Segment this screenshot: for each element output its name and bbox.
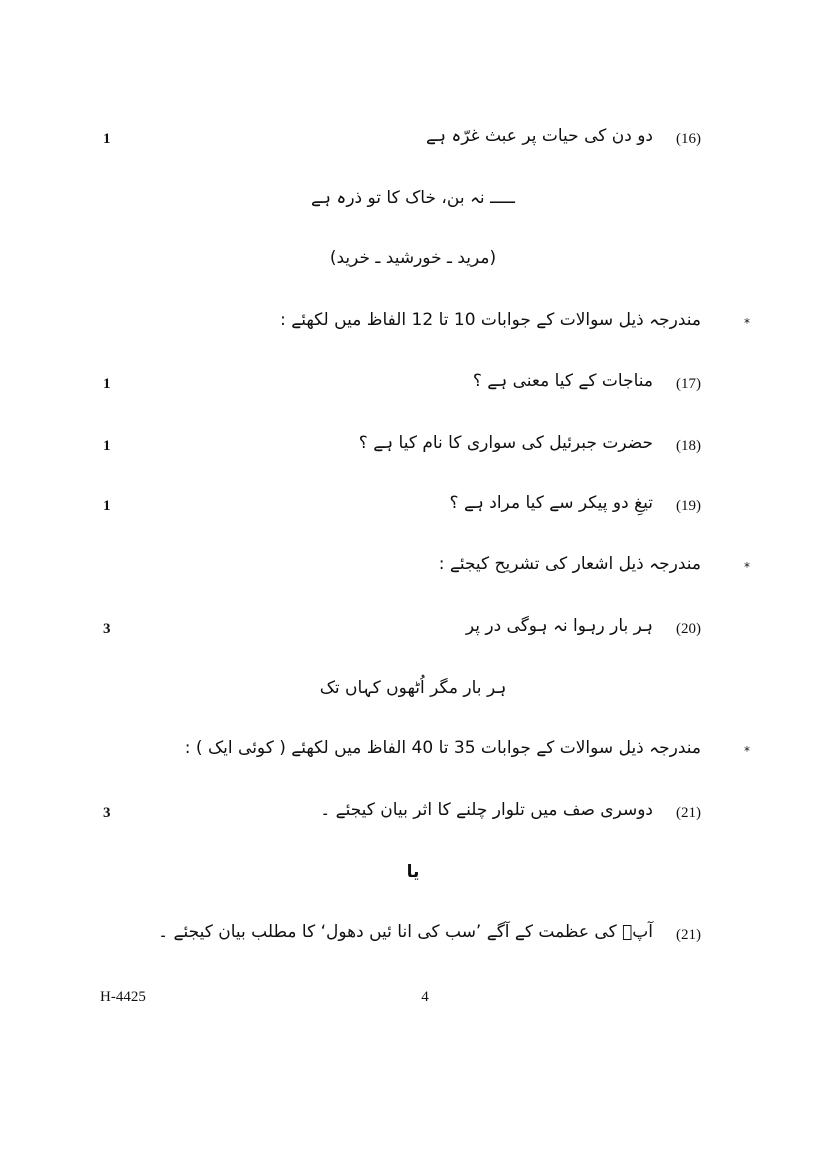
marks: 1	[103, 438, 111, 454]
question-18	[0, 431, 826, 461]
star-marker: *	[744, 744, 750, 758]
section-instruction-1	[0, 308, 826, 338]
verse-line: ـــــ نہ بن، خاک کا تو ذرہ ہے	[311, 188, 515, 208]
question-21-option-b	[0, 920, 826, 950]
question-text: ہر بار رہوا نہ ہوگی در پر	[465, 616, 653, 636]
question-19	[0, 491, 826, 521]
section-instruction-3	[0, 736, 826, 766]
question-text: آپؐ کی عظمت کے آگے ’سب کی انا ئیں دھول‘ کا مطلب بیان کیجئے ۔	[158, 922, 653, 942]
question-17	[0, 369, 826, 399]
page-footer	[0, 982, 826, 1012]
question-21-option-a	[0, 798, 826, 828]
question-number: (17)	[676, 376, 701, 392]
or-separator	[0, 860, 826, 890]
marks: 1	[103, 131, 111, 147]
question-number: (16)	[676, 131, 701, 147]
instruction-text: مندرجہ ذیل اشعار کی تشریح کیجئے :	[438, 554, 701, 574]
question-text: تیغِ دو پیکر سے کیا مراد ہے ؟	[449, 493, 653, 513]
question-number: (21)	[676, 927, 701, 943]
question-16-options	[0, 246, 826, 276]
question-text: دو دن کی حیات پر عبث غرّہ ہے	[426, 126, 653, 146]
question-text: دوسری صف میں تلوار چلنے کا اثر بیان کیجئے ۔	[320, 800, 653, 820]
answer-options: (مرید ـ خورشید ـ خرید)	[329, 248, 497, 268]
question-text: مناجات کے کیا معنی ہے ؟	[472, 371, 653, 391]
page-number: 4	[421, 989, 429, 1005]
question-20	[0, 614, 826, 644]
paper-code: H-4425	[100, 989, 146, 1005]
question-number: (19)	[676, 498, 701, 514]
instruction-text: مندرجہ ذیل سوالات کے جوابات 35 تا 40 الفاظ میں لکھئے ( کوئی ایک ) :	[184, 738, 701, 758]
question-16	[0, 124, 826, 154]
question-16-line-2	[0, 186, 826, 216]
marks: 3	[103, 805, 111, 821]
verse-line: ہر بار مگر اُٹھوں کہاں تک	[319, 678, 507, 698]
marks: 3	[103, 621, 111, 637]
question-number: (20)	[676, 621, 701, 637]
star-marker: *	[744, 560, 750, 574]
marks: 1	[103, 498, 111, 514]
question-20-line-2	[0, 676, 826, 706]
question-text: حضرت جبرئیل کی سواری کا نام کیا ہے ؟	[358, 433, 653, 453]
marks: 1	[103, 376, 111, 392]
star-marker: *	[744, 316, 750, 330]
question-number: (18)	[676, 438, 701, 454]
section-instruction-2	[0, 552, 826, 582]
instruction-text: مندرجہ ذیل سوالات کے جوابات 10 تا 12 الفاظ میں لکھئے :	[280, 310, 701, 330]
or-text: یا	[406, 862, 420, 882]
question-number: (21)	[676, 805, 701, 821]
